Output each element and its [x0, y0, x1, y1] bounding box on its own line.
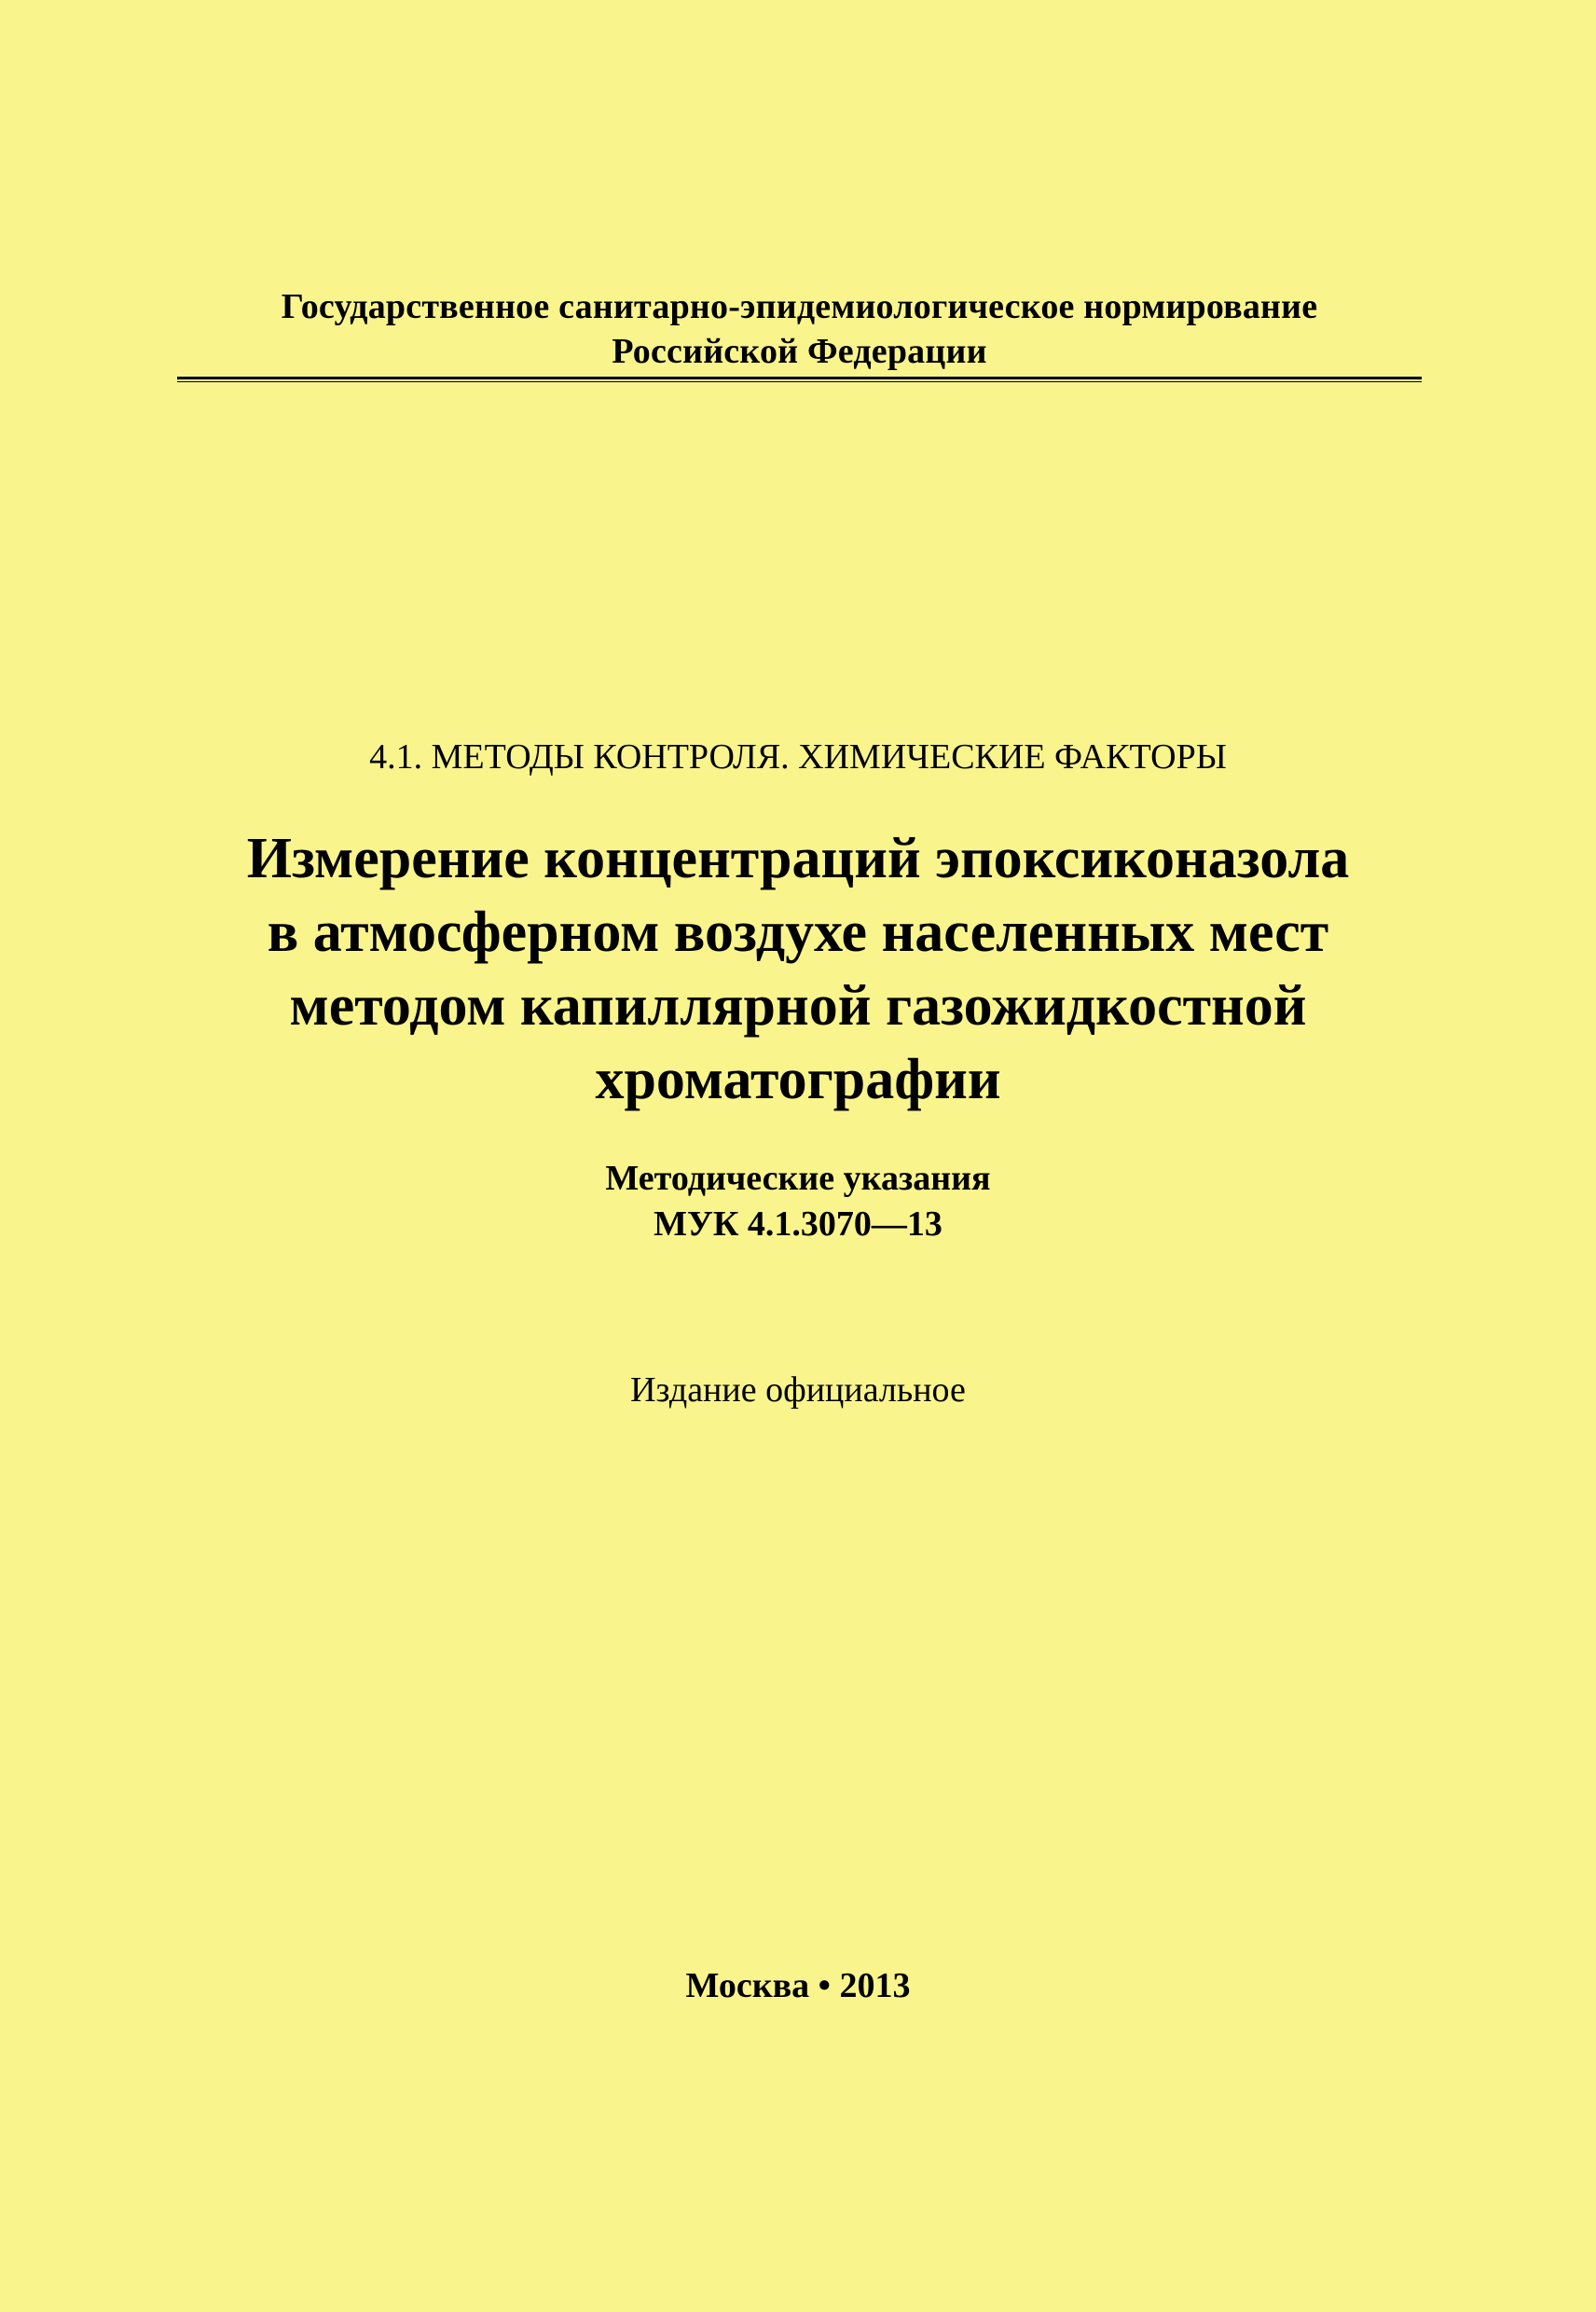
issuing-body-header: [177, 284, 1422, 374]
document-designation: [0, 1156, 1596, 1247]
edition-note: Издание официальное: [630, 1370, 966, 1410]
issuing-body-line-1: Государственное санитарно-эпидемиологическое нормирование: [281, 287, 1318, 326]
title-line: хроматографии: [595, 1048, 1001, 1111]
document-title: [0, 822, 1596, 1117]
title-line: Измерение концентраций эпоксиконазола: [246, 827, 1350, 890]
document-type: Методические указания: [605, 1159, 991, 1198]
document-code: МУК 4.1.3070—13: [654, 1204, 942, 1244]
series-heading: 4.1. МЕТОДЫ КОНТРОЛЯ. ХИМИЧЕСКИЕ ФАКТОРЫ: [369, 737, 1227, 777]
header-divider-thin: [177, 381, 1422, 382]
publication-imprint: Москва • 2013: [685, 1966, 911, 2005]
issuing-body-line-2: Российской Федерации: [612, 332, 987, 371]
title-line: в атмосферном воздухе населенных мест: [267, 901, 1329, 964]
header-divider: [177, 377, 1422, 379]
title-line: методом капиллярной газожидкостной: [289, 974, 1307, 1038]
